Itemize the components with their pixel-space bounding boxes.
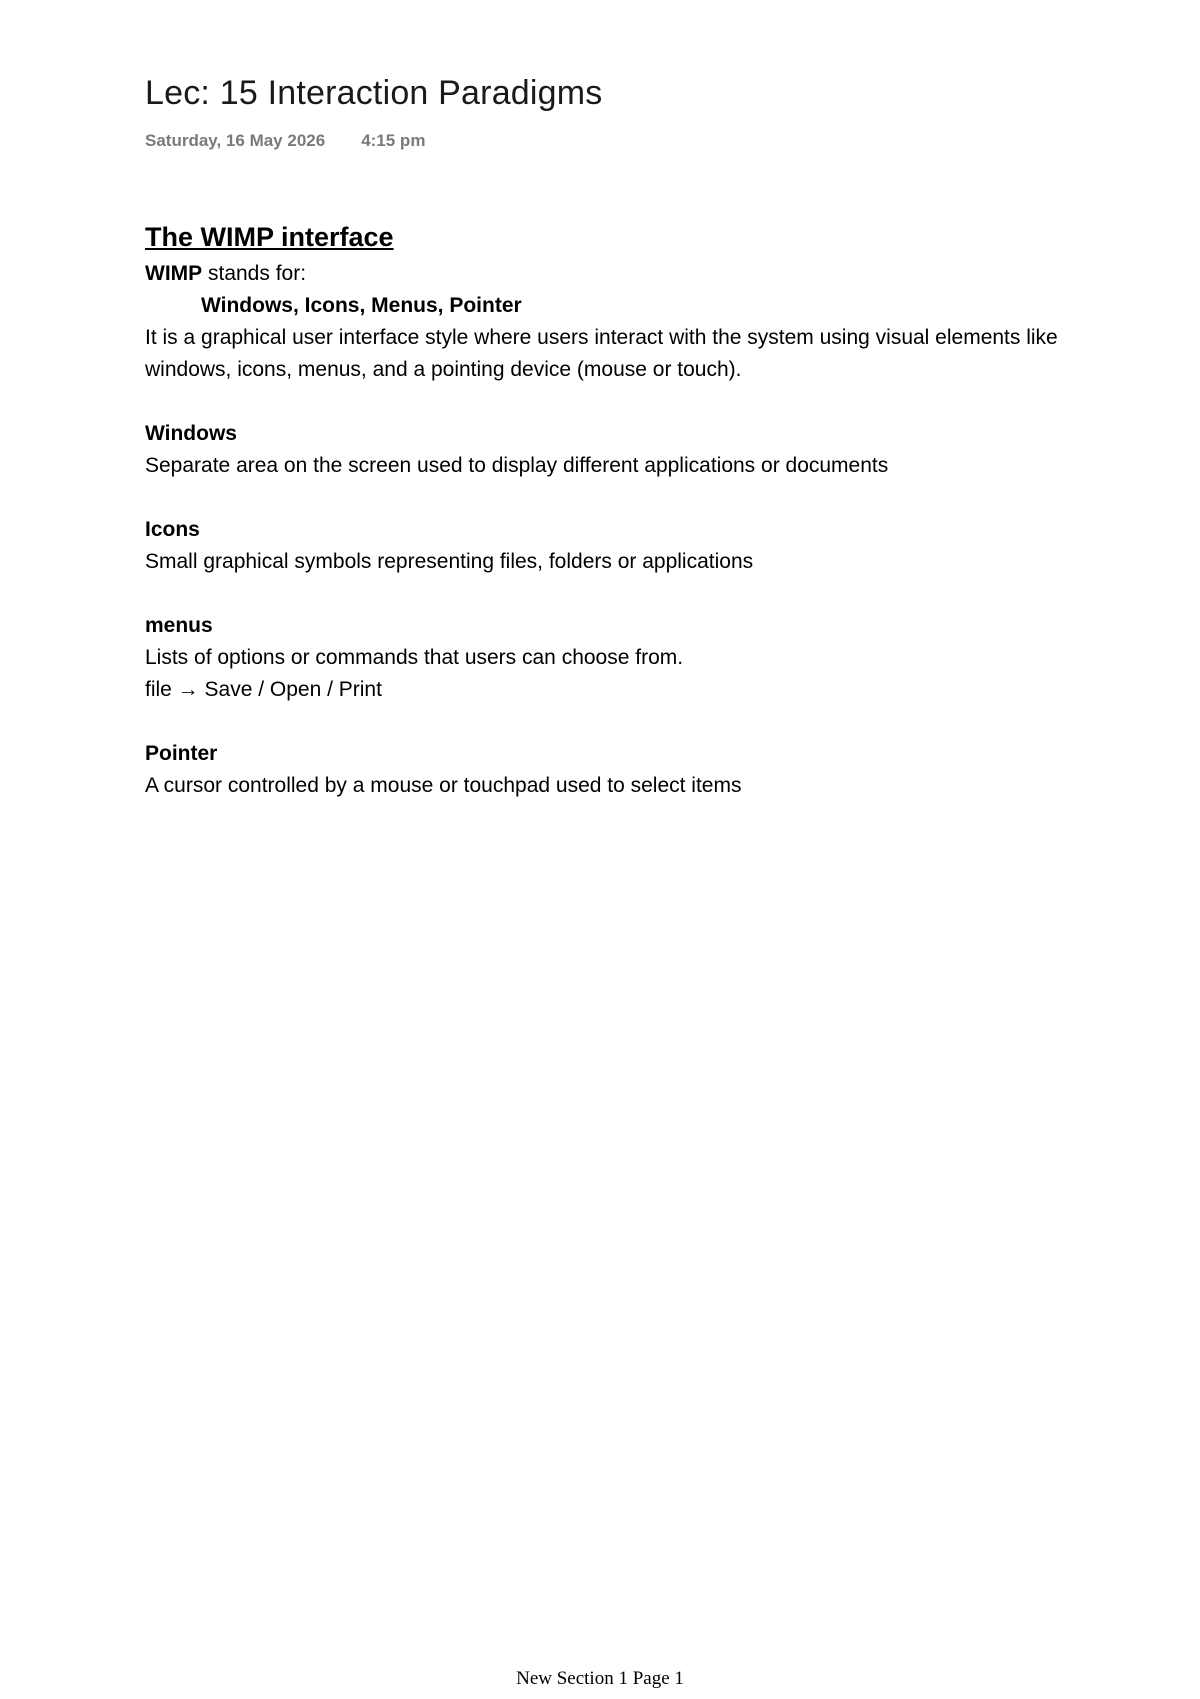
wimp-description: It is a graphical user interface style where users interact with the system using visual elements like windows, icons, menus, and a pointing device (mouse or touch). bbox=[145, 326, 1058, 381]
wimp-label: WIMP bbox=[145, 262, 203, 285]
section-heading: menus bbox=[145, 614, 213, 637]
page-datetime bbox=[145, 131, 425, 151]
section-text: Separate area on the screen used to display different applications or documents bbox=[145, 454, 889, 477]
wimp-expansion: Windows, Icons, Menus, Pointer bbox=[201, 294, 522, 317]
wimp-stands-for-text: stands for: bbox=[202, 262, 307, 285]
page-footer: New Section 1 Page 1 bbox=[516, 1668, 684, 1689]
section-text: Small graphical symbols representing files, folders or applications bbox=[145, 550, 754, 573]
wimp-stands-for-line bbox=[145, 258, 1075, 290]
section-menus bbox=[145, 610, 1075, 706]
page-title: Lec: 15 Interaction Paradigms bbox=[145, 74, 603, 112]
section-text: A cursor controlled by a mouse or touchpad used to select items bbox=[145, 774, 742, 797]
main-heading: The WIMP interface bbox=[145, 222, 394, 252]
section-text: Lists of options or commands that users can choose from. bbox=[145, 646, 684, 669]
page-time: 4:15 pm bbox=[361, 131, 426, 150]
section-heading: Windows bbox=[145, 422, 237, 445]
page-date: Saturday, 16 May 2026 bbox=[145, 131, 326, 150]
section-heading: Icons bbox=[145, 518, 200, 541]
section-pointer bbox=[145, 738, 1075, 802]
section-windows bbox=[145, 418, 1075, 482]
section-text: file → Save / Open / Print bbox=[145, 678, 382, 701]
section-heading: Pointer bbox=[145, 742, 218, 765]
note-content bbox=[145, 220, 1075, 802]
section-icons bbox=[145, 514, 1075, 578]
